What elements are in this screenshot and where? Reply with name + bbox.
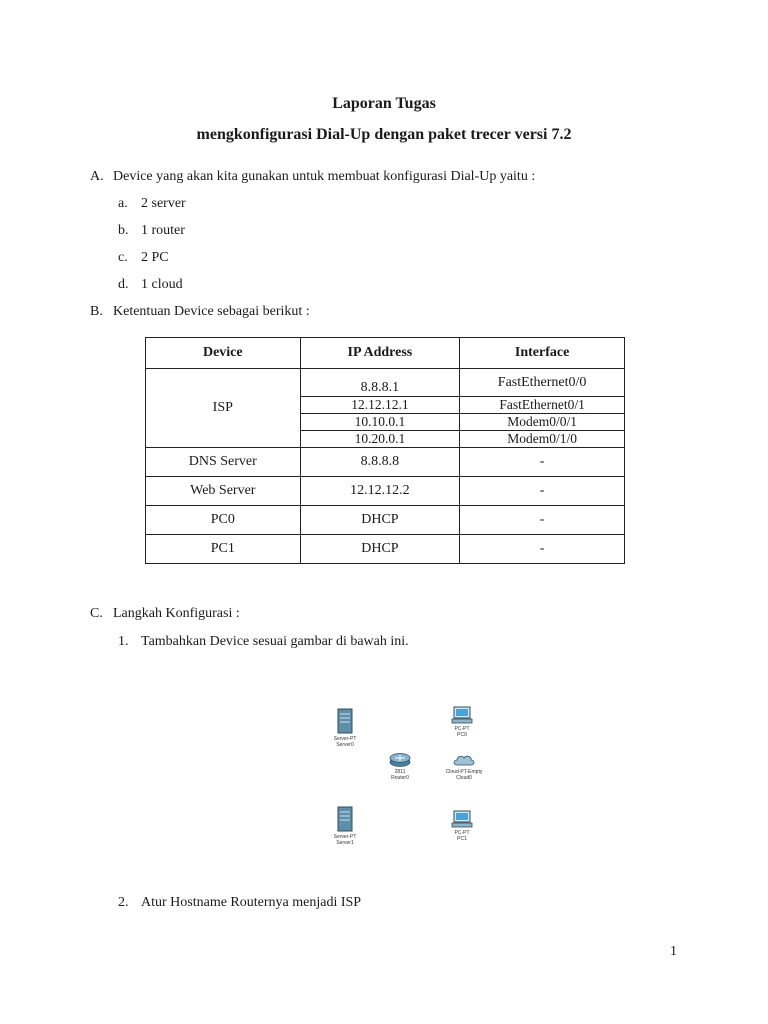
table-cell-ip: 8.8.8.8: [300, 448, 460, 477]
list-item: 2 server: [141, 196, 186, 211]
table-row: [146, 369, 625, 397]
table-cell-device: DNS Server: [146, 448, 301, 477]
node-label: Cloud0: [456, 775, 472, 781]
section-a-text: Device yang akan kita gunakan untuk membuat konfigurasi Dial-Up yaitu :: [113, 169, 536, 184]
cloud0-node: [440, 753, 488, 781]
table-row: [146, 477, 625, 506]
server-icon: [337, 806, 353, 832]
column-header: IP Address: [300, 338, 460, 369]
list-item-marker: b.: [118, 223, 129, 238]
list-item: 2 PC: [141, 250, 169, 265]
table-cell-interface: Modem0/0/1: [460, 414, 625, 431]
section-b-marker: B.: [90, 304, 103, 319]
node-label: PC-PT: [454, 830, 470, 836]
page-number: 1: [670, 944, 677, 959]
table-cell-ip: DHCP: [300, 506, 460, 535]
node-label: Cloud-PT-Empty: [445, 769, 483, 775]
table-cell-device: Web Server: [146, 477, 301, 506]
table-cell-interface: -: [460, 448, 625, 477]
table-cell-interface: -: [460, 506, 625, 535]
document-subtitle: mengkonfigurasi Dial-Up dengan paket trecer versi 7.2: [196, 126, 572, 143]
node-label: Server0: [336, 742, 354, 748]
step-marker: 1.: [118, 634, 129, 649]
table-cell-device: ISP: [146, 369, 301, 448]
column-header: Interface: [460, 338, 625, 369]
pc0-node: [445, 706, 479, 738]
table-cell-ip: 8.8.8.1: [300, 369, 460, 397]
section-c-marker: C.: [90, 606, 103, 621]
server0-node: [330, 708, 360, 748]
table-cell-interface: FastEthernet0/1: [460, 397, 625, 414]
pc-icon: [451, 706, 473, 724]
node-label: PC0: [457, 732, 467, 738]
cloud-icon: [452, 753, 476, 767]
router0-node: [385, 753, 415, 781]
table-cell-device: PC0: [146, 506, 301, 535]
table-cell-ip: 10.20.0.1: [300, 431, 460, 448]
step-text: Atur Hostname Routernya menjadi ISP: [141, 895, 362, 910]
server1-node: [330, 806, 360, 846]
document-title: Laporan Tugas: [332, 95, 436, 112]
table-cell-ip: 12.12.12.1: [300, 397, 460, 414]
table-cell-interface: FastEthernet0/0: [460, 369, 625, 397]
table-row: [146, 448, 625, 477]
server-icon: [337, 708, 353, 734]
table-row: [146, 506, 625, 535]
table-row: [146, 535, 625, 564]
column-header: Device: [146, 338, 301, 369]
section-b-text: Ketentuan Device sebagai berikut :: [113, 304, 310, 319]
list-item-marker: a.: [118, 196, 128, 211]
node-label: Router0: [391, 775, 409, 781]
node-label: Server1: [336, 840, 354, 846]
router-icon: [389, 753, 411, 767]
table-cell-device: PC1: [146, 535, 301, 564]
table-cell-interface: Modem0/1/0: [460, 431, 625, 448]
device-spec-table: [145, 337, 625, 564]
pc1-node: [445, 810, 479, 842]
section-a-marker: A.: [90, 169, 104, 184]
list-item: 1 cloud: [141, 277, 183, 292]
list-item: 1 router: [141, 223, 185, 238]
table-header-row: [146, 338, 625, 369]
table-cell-ip: 10.10.0.1: [300, 414, 460, 431]
step-text: Tambahkan Device sesuai gambar di bawah ini.: [141, 634, 409, 649]
table-cell-interface: -: [460, 477, 625, 506]
node-label: PC1: [457, 836, 467, 842]
node-label: Server-PT: [333, 834, 357, 840]
table-cell-interface: -: [460, 535, 625, 564]
section-c-text: Langkah Konfigurasi :: [113, 606, 240, 621]
list-item-marker: d.: [118, 277, 129, 292]
list-item-marker: c.: [118, 250, 128, 265]
table-cell-ip: DHCP: [300, 535, 460, 564]
node-label: PC-PT: [454, 726, 470, 732]
node-label: Server-PT: [333, 736, 357, 742]
step-marker: 2.: [118, 895, 129, 910]
pc-icon: [451, 810, 473, 828]
node-label: 2811: [394, 769, 406, 775]
table-cell-ip: 12.12.12.2: [300, 477, 460, 506]
network-topology-figure: [325, 698, 500, 858]
